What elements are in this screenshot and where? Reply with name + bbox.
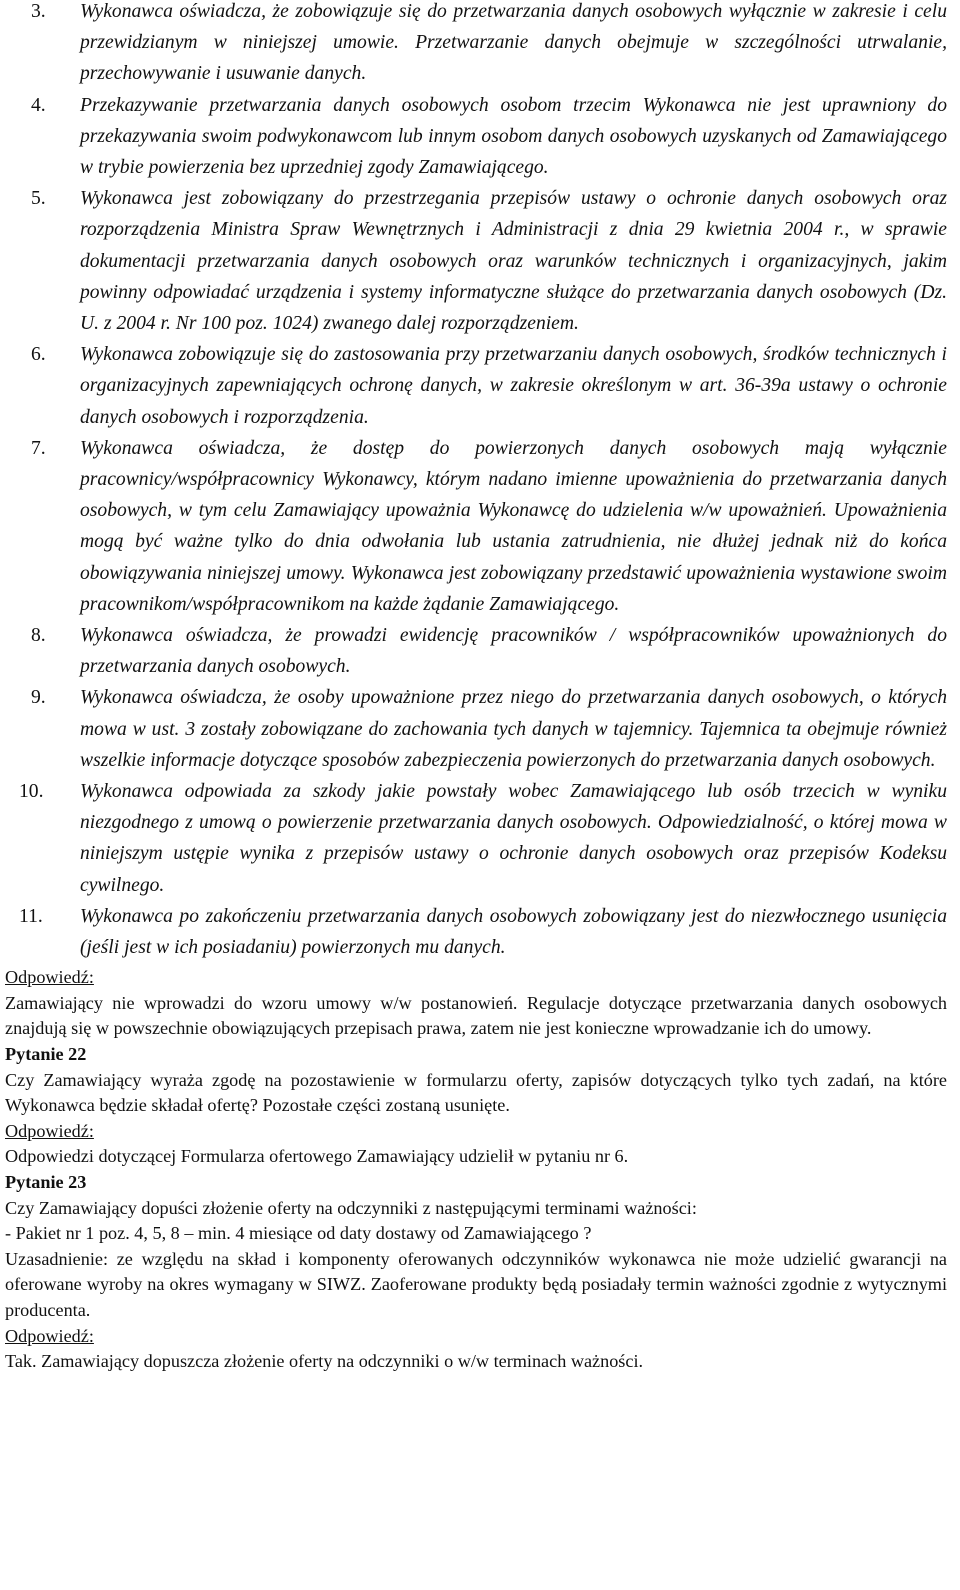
answer-text: Odpowiedzi dotyczącej Formularza ofertowego Zamawiający udzielił w pytaniu nr 6. bbox=[5, 1146, 629, 1167]
item-text: Wykonawca oświadcza, że zobowiązuje się do przetwarzania danych osobowych wyłącznie w zakresie i celu przewidzianym w niniejszej umowie. Przetwarzanie danych obejmuje w szczególności utrwalanie, przechowywanie i usuwanie danych. bbox=[80, 1, 947, 85]
item-text: Wykonawca zobowiązuje się do zastosowania przy przetwarzaniu danych osobowych, środków technicznych i organizacyjnych zapewniających ochronę danych, w zakresie określonym w art. 36-39a ustawy o ochronie danych osobowych i rozporządzenia. bbox=[80, 344, 947, 428]
list-item bbox=[5, 183, 947, 339]
item-text: Wykonawca oświadcza, że prowadzi ewidencję pracowników / współpracowników upoważnionych do przetwarzania danych osobowych. bbox=[80, 625, 947, 678]
list-item bbox=[5, 339, 947, 433]
question-heading: Pytanie 22 bbox=[5, 1044, 87, 1065]
list-item bbox=[5, 0, 947, 90]
item-number: 5. bbox=[31, 188, 46, 210]
item-text: Wykonawca po zakończeniu przetwarzania danych osobowych zobowiązany jest do niezwłocznego usunięcia (jeśli jest w ich posiadaniu) powierzonych mu danych. bbox=[80, 905, 947, 959]
item-number: 10. bbox=[19, 781, 44, 803]
item-number: 4. bbox=[31, 94, 46, 116]
answer-label: Odpowiedź: bbox=[5, 1325, 94, 1346]
question-detail: - Pakiet nr 1 poz. 4, 5, 8 – min. 4 miesiące od daty dostawy od Zamawiającego ? bbox=[5, 1223, 592, 1244]
list-item bbox=[5, 682, 947, 776]
answer-label: Odpowiedź: bbox=[5, 967, 94, 988]
item-number: 7. bbox=[31, 437, 46, 459]
list-item bbox=[5, 776, 947, 901]
item-text: Wykonawca odpowiada za szkody jakie powstały wobec Zamawiającego lub osób trzecich w wyniku niezgodnego z umową o powierzenie przetwarzania danych osobowych. Odpowiedzialność, o której mowa w niniejszym ustępie wynika z przepisów ustawy o ochronie danych osobowych oraz przepisów Kodeksu cywilnego. bbox=[80, 781, 947, 896]
list-item bbox=[5, 901, 947, 963]
answer-text: Zamawiający nie wprowadzi do wzoru umowy w/w postanowień. Regulacje dotyczące przetwarzania danych osobowych znajdują się w powszechnie obowiązujących przepisach prawa, zatem nie jest konieczne wprowadzanie ich do umowy. bbox=[5, 992, 947, 1039]
item-text: Wykonawca oświadcza, że osoby upoważnione przez niego do przetwarzania danych osobowych, o których mowa w ust. 3 zostały zobowiązane do zachowania tych danych w tajemnicy. Tajemnica ta obejmuje również wszelkie informacje dotyczące sposobów zabezpieczenia powierzonych do przetwarzania danych osobowych. bbox=[80, 687, 947, 771]
item-number: 9. bbox=[31, 687, 46, 709]
question-text: Czy Zamawiający dopuści złożenie oferty na odczynniki z następującymi terminami ważności: bbox=[5, 1197, 697, 1218]
answer-text: Tak. Zamawiający dopuszcza złożenie oferty na odczynniki o w/w terminach ważności. bbox=[5, 1351, 644, 1372]
item-text: Wykonawca jest zobowiązany do przestrzegania przepisów ustawy o ochronie danych osobowych oraz rozporządzenia Ministra Spraw Wewnętrznych i Administracji z dnia 29 kwietnia 2004 r., w sprawie dokumentacji przetwarzania danych osobowych oraz warunków technicznych i organizacyjnych, jakim powinny odpowiadać urządzenia i systemy informatyczne służące do przetwarzania danych osobowych (Dz. U. z 2004 r. Nr 100 poz. 1024) zwanego dalej rozporządzeniem. bbox=[80, 188, 947, 335]
justification-text: Uzasadnienie: ze względu na skład i komponenty oferowanych odczynników wykonawca nie może udzielić gwarancji na oferowane wyroby na okres wymagany w SIWZ. Zaoferowane produkty będą posiadały termin ważności zgodnie z wytycznymi producenta. bbox=[5, 1248, 947, 1321]
document-page bbox=[5, 0, 947, 1375]
item-number: 6. bbox=[31, 344, 46, 366]
list-item bbox=[5, 90, 947, 184]
question-text: Czy Zamawiający wyraża zgodę na pozostawienie w formularzu oferty, zapisów dotyczących tylko tych zadań, na które Wykonawca będzie składał ofertę? Pozostałe części zostaną usunięte. bbox=[5, 1069, 947, 1116]
question-heading: Pytanie 23 bbox=[5, 1172, 87, 1193]
list-item bbox=[5, 620, 947, 682]
item-text: Przekazywanie przetwarzania danych osobowych osobom trzecim Wykonawca nie jest uprawniony do przekazywania swoim podwykonawcom lub innym osobom danych osobowych uzyskanych od Zamawiającego w trybie powierzenia bez uprzedniej zgody Zamawiającego. bbox=[80, 94, 947, 179]
list-item bbox=[5, 433, 947, 620]
answer-label: Odpowiedź: bbox=[5, 1120, 94, 1141]
item-number: 3. bbox=[31, 1, 46, 22]
item-number: 11. bbox=[19, 905, 43, 927]
item-text: Wykonawca oświadcza, że dostęp do powierzonych danych osobowych mają wyłącznie pracownicy/współpracownicy Wykonawcy, którym nadano imienne upoważnienia do przetwarzania danych osobowych, w tym celu Zamawiający upoważnia Wykonawcę do udzielenia w/w upoważnień. Upoważnienia mogą być ważne tylko do dnia odwołania lub ustania zatrudnienia, nie dłużej jednak niż do końca obowiązywania niniejszej umowy. Wykonawca jest zobowiązany przedstawić upoważnienia wystawione swoim pracownikom/współpracownikom na każde żądanie Zamawiającego. bbox=[80, 437, 947, 615]
item-number: 8. bbox=[31, 625, 46, 647]
